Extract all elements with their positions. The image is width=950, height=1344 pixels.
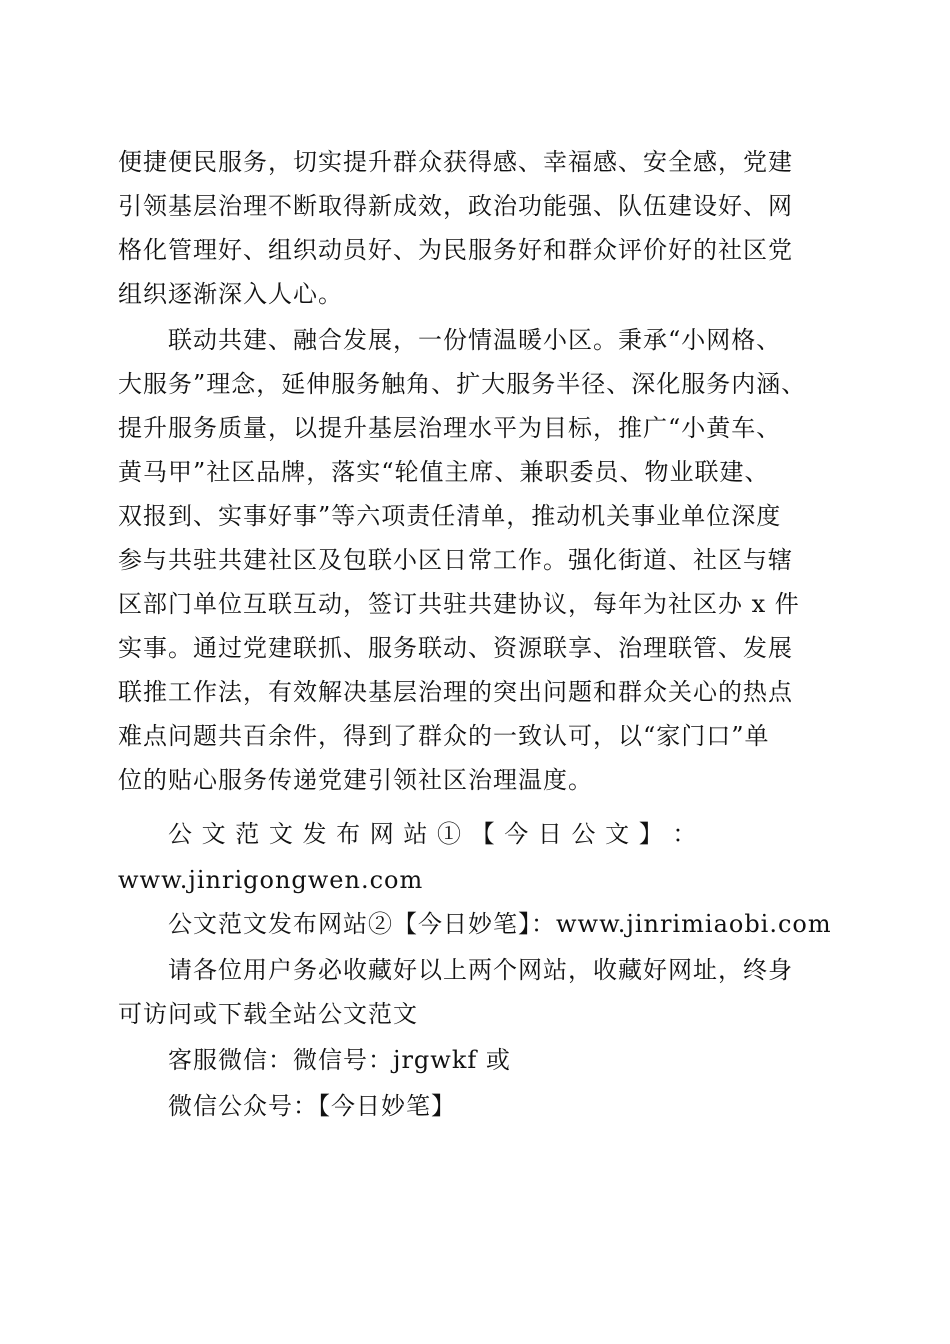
text-line: 组织逐渐深入人心。: [118, 280, 343, 308]
text-line: 位的贴心服务传递党建引领社区治理温度。: [118, 766, 593, 794]
website-url[interactable]: www.jinrigongwen.com: [118, 866, 424, 894]
text-line: 大服务”理念，延伸服务触角、扩大服务半径、深化服务内涵、: [118, 370, 807, 398]
text-line: 区部门单位互联互动，签订共驻共建协议，每年为社区办 x 件: [118, 590, 800, 618]
text-line: 双报到、实事好事”等六项责任清单，推动机关事业单位深度: [118, 502, 782, 530]
text-line: 联推工作法，有效解决基层治理的突出问题和群众关心的热点: [118, 678, 793, 706]
text-line: 格化管理好、组织动员好、为民服务好和群众评价好的社区党: [118, 236, 793, 264]
text-line: 提升服务质量，以提升基层治理水平为目标，推广“小黄车、: [118, 414, 782, 442]
text-line: 联动共建、融合发展，一份情温暖小区。秉承“小网格、: [168, 326, 782, 354]
text-line: 请各位用户务必收藏好以上两个网站，收藏好网址，终身: [168, 956, 793, 984]
text-line: 黄马甲”社区品牌，落实“轮值主席、兼职委员、物业联建、: [118, 458, 770, 486]
text-line: 便捷便民服务，切实提升群众获得感、幸福感、安全感，党建: [118, 148, 793, 176]
website-line[interactable]: 公文范文发布网站②【今日妙笔】：www.jinrimiaobi.com: [168, 910, 832, 938]
text-line: 实事。通过党建联抓、服务联动、资源联享、治理联管、发展: [118, 634, 793, 662]
text-line: 可访问或下载全站公文范文: [118, 1000, 418, 1028]
service-wechat-line: 客服微信：微信号：jrgwkf 或: [168, 1046, 511, 1074]
text-line: 难点问题共百余件，得到了群众的一致认可，以“家门口”单: [118, 722, 770, 750]
wechat-account-line: 微信公众号：【今日妙笔】: [168, 1092, 456, 1120]
text-line: 引领基层治理不断取得新成效，政治功能强、队伍建设好、网: [118, 192, 793, 220]
text-line: 参与共驻共建社区及包联小区日常工作。强化街道、社区与辖: [118, 546, 793, 574]
website-line: 公 文 范 文 发 布 网 站 ① 【 今 日 公 文 】 ：: [168, 820, 698, 848]
